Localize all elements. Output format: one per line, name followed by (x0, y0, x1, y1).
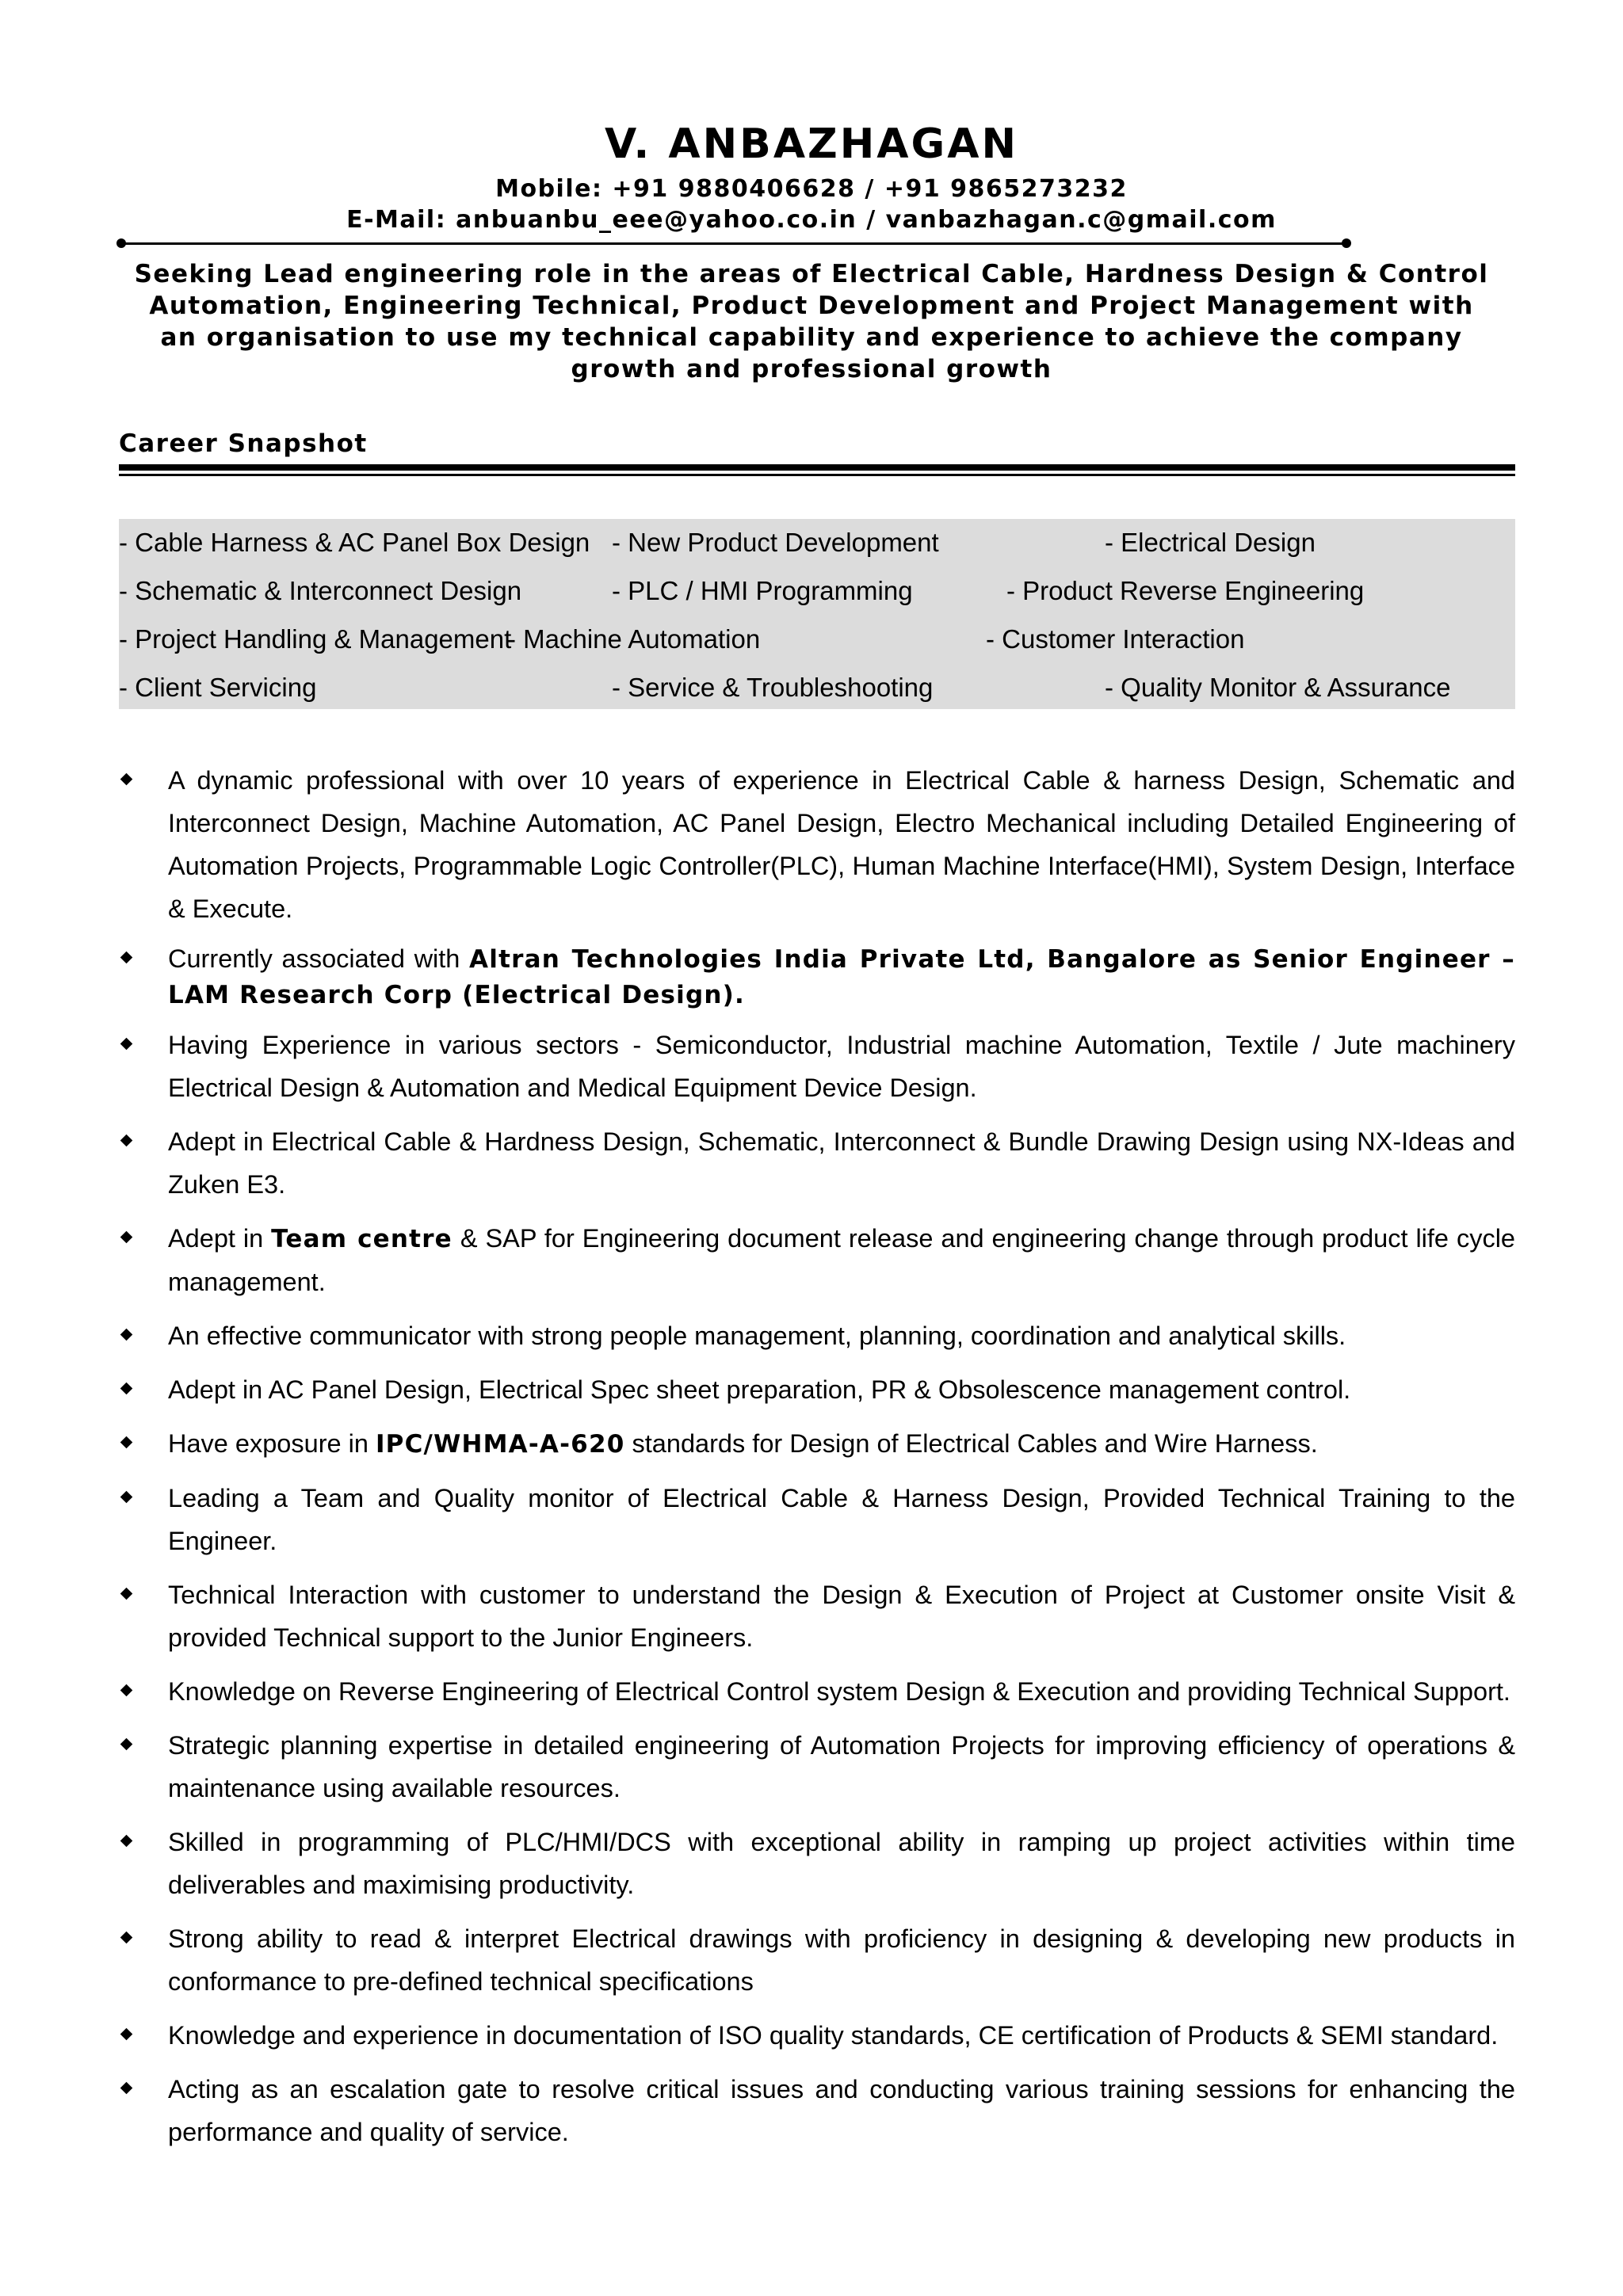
bullet-diamond-icon (120, 1231, 133, 1244)
snapshot-item: - PLC / HMI Programming (612, 576, 913, 605)
bullet-diamond-icon (120, 1835, 133, 1848)
email-line: E-Mail: anbuanbu_eee@yahoo.co.in / vanbazhagan.c@gmail.com (346, 206, 1277, 234)
header-divider (120, 242, 1347, 245)
bullet-diamond-icon (120, 1738, 133, 1751)
list-item (119, 1314, 1515, 1357)
snapshot-item: - Project Handling & Management (119, 624, 512, 654)
bullet-diamond-icon (120, 1684, 133, 1697)
list-item (119, 2068, 1515, 2153)
snapshot-item: - Service & Troubleshooting (612, 673, 934, 702)
section-title-career-snapshot: Career Snapshot (119, 429, 368, 458)
list-item (119, 1368, 1515, 1411)
bullet-text: Technical Interaction with customer to understand the Design & Execution of Project at Customer onsite Visit & provided Technical support to the Junior Engineers. (168, 1581, 1515, 1652)
bullet-text: Adept in (168, 1224, 272, 1253)
bullet-diamond-icon (120, 1588, 133, 1600)
snapshot-item: - New Product Development (612, 528, 939, 557)
bullet-diamond-icon (120, 1491, 133, 1504)
bullet-diamond-icon (120, 773, 133, 786)
bullet-diamond-icon (120, 1135, 133, 1147)
career-snapshot-box (119, 519, 1515, 709)
profile-bullet-list (119, 759, 1515, 2164)
list-item (119, 1573, 1515, 1659)
tool-highlight: Team centre (271, 1225, 453, 1253)
bullet-text: Having Experience in various sectors - Semiconductor, Industrial machine Automation, Textile / Jute machinery Electrical Design & Automation and Medical Equipment Device Design. (168, 1031, 1515, 1102)
bullet-text: Adept in Electrical Cable & Hardness Design, Schematic, Interconnect & Bundle Drawing Design using NX-Ideas and Zuken E3. (168, 1127, 1515, 1199)
divider-right-dot (1342, 238, 1351, 248)
list-item (119, 1024, 1515, 1109)
bullet-text: Acting as an escalation gate to resolve critical issues and conducting various training sessions for enhancing the performance and quality of service. (168, 2075, 1515, 2146)
snapshot-item: - Cable Harness & AC Panel Box Design (119, 528, 590, 557)
snapshot-item: - Customer Interaction (986, 624, 1245, 654)
bullet-text: Leading a Team and Quality monitor of Electrical Cable & Harness Design, Provided Technical Training to the Engineer. (168, 1484, 1515, 1555)
bullet-diamond-icon (120, 1038, 133, 1051)
snapshot-item: - Machine Automation (507, 624, 761, 654)
bullet-text: Have exposure in (168, 1429, 376, 1458)
bullet-text: Adept in AC Panel Design, Electrical Spec sheet preparation, PR & Obsolescence management control. (168, 1375, 1351, 1404)
bullet-text: & SAP for Engineering document release and engineering change through product life cycle management. (168, 1224, 1515, 1296)
bullet-diamond-icon (120, 1383, 133, 1395)
list-item (119, 941, 1515, 1013)
list-item (119, 1670, 1515, 1713)
list-item (119, 1217, 1515, 1303)
bullet-diamond-icon (120, 952, 133, 964)
list-item (119, 1477, 1515, 1562)
bullet-diamond-icon (120, 1329, 133, 1341)
bullet-text: Strong ability to read & interpret Electrical drawings with proficiency in designing & developing new products in conformance to pre-defined technical specifications (168, 1924, 1515, 1996)
snapshot-item: - Product Reverse Engineering (1006, 576, 1365, 605)
snapshot-item: - Quality Monitor & Assurance (1105, 673, 1451, 702)
snapshot-item: - Electrical Design (1105, 528, 1316, 557)
list-item (119, 1917, 1515, 2003)
section-rule-thin (119, 474, 1515, 476)
bullet-diamond-icon (120, 2082, 133, 2095)
bullet-text: Skilled in programming of PLC/HMI/DCS with exceptional ability in ramping up project activities within time deliverables and maximising productivity. (168, 1828, 1515, 1899)
bullet-diamond-icon (120, 1436, 133, 1449)
bullet-text: standards for Design of Electrical Cables and Wire Harness. (624, 1429, 1318, 1458)
list-item (119, 759, 1515, 930)
bullet-diamond-icon (120, 1932, 133, 1944)
snapshot-item: - Schematic & Interconnect Design (119, 576, 522, 605)
candidate-name: V. ANBAZHAGAN (605, 120, 1018, 168)
snapshot-item: - Client Servicing (119, 673, 317, 702)
bullet-text: Strategic planning expertise in detailed engineering of Automation Projects for improving efficiency of operations & maintenance using available resources. (168, 1731, 1515, 1802)
list-item (119, 1120, 1515, 1206)
list-item (119, 1422, 1515, 1466)
bullet-text: Knowledge on Reverse Engineering of Electrical Control system Design & Execution and providing Technical Support. (168, 1677, 1510, 1706)
list-item (119, 1821, 1515, 1906)
bullet-text: Knowledge and experience in documentation of ISO quality standards, CE certification of Products & SEMI standard. (168, 2021, 1499, 2050)
bullet-text: A dynamic professional with over 10 years of experience in Electrical Cable & harness Design, Schematic and Interconnect Design, Machine Automation, AC Panel Design, Electro Mechanical including Detailed Engineering of Automation Projects, Programmable Logic Controller(PLC), Human Machine Interface(HMI), System Design, Interface & Execute. (168, 766, 1515, 923)
list-item (119, 1724, 1515, 1810)
objective-statement: Seeking Lead engineering role in the areas of Electrical Cable, Hardness Design & Control Automation, Engineering Technical, Product Development and Project Management with an organisation to use my technical capability and experience to achieve the company growth and professional growth (134, 260, 1489, 383)
section-rule-thick (119, 464, 1515, 471)
mobile-line: Mobile: +91 9880406628 / +91 9865273232 (495, 175, 1128, 203)
bullet-text: Currently associated with (168, 944, 470, 973)
employer-highlight: Altran Technologies India Private Ltd, Bangalore as Senior Engineer – LAM Research Corp (Electrical Design). (168, 945, 1515, 1009)
bullet-diamond-icon (120, 2028, 133, 2041)
divider-left-dot (116, 238, 126, 248)
bullet-text: An effective communicator with strong people management, planning, coordination and analytical skills. (168, 1322, 1346, 1350)
list-item (119, 2014, 1515, 2057)
standard-highlight: IPC/WHMA-A-620 (375, 1430, 625, 1459)
